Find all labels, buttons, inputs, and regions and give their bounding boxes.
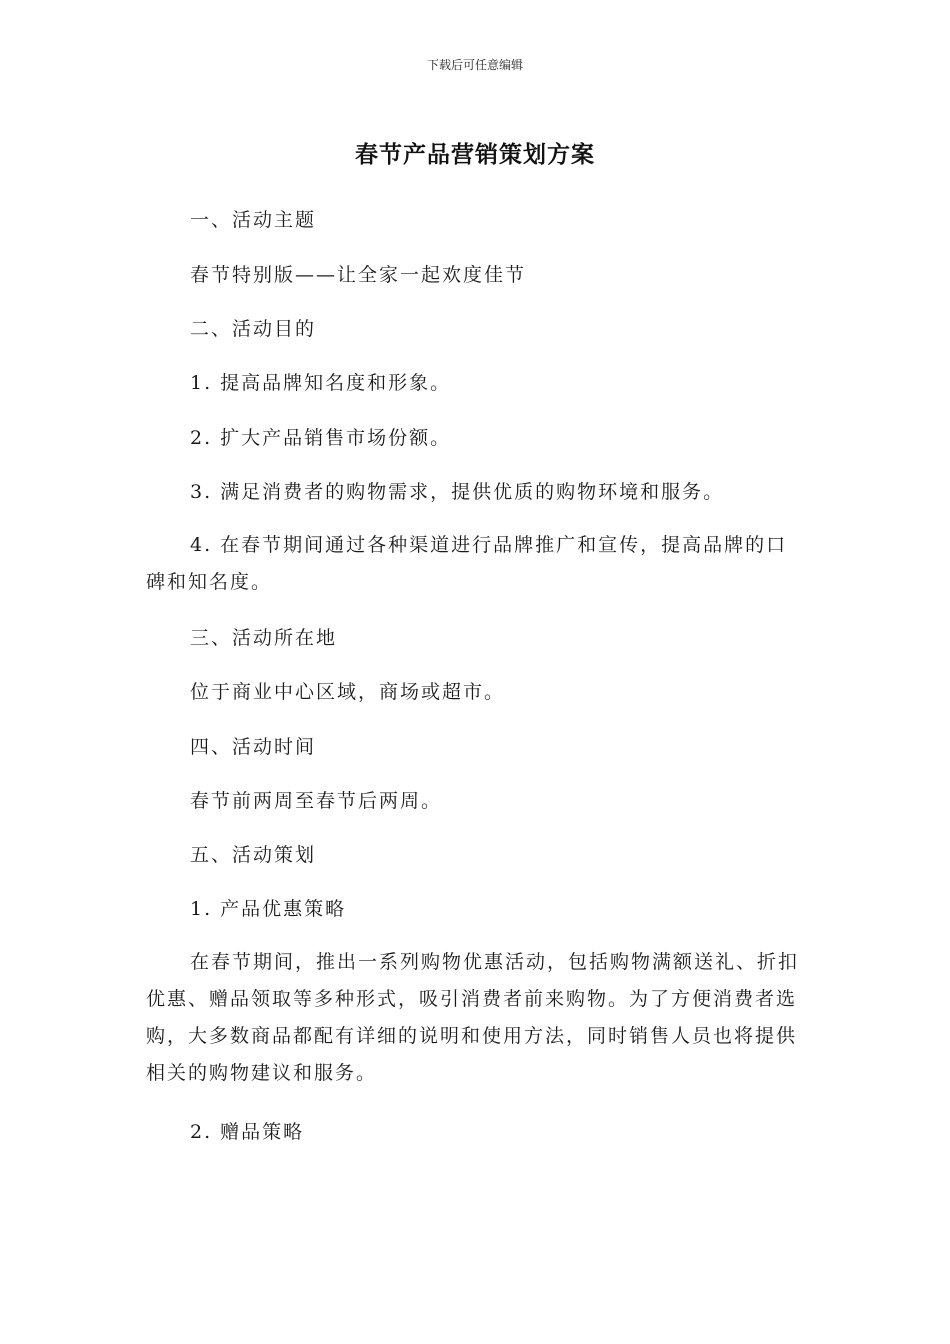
section-heading-theme: 一、活动主题	[190, 209, 317, 231]
location-text: 位于商业中心区域，商场或超市。	[190, 681, 506, 703]
plan-subheading-gift: 2. 赠品策略	[190, 1121, 305, 1143]
section-heading-purpose: 二、活动目的	[190, 318, 317, 340]
time-text: 春节前两周至春节后两周。	[190, 790, 443, 812]
section-heading-location: 三、活动所在地	[190, 627, 338, 649]
purpose-item-1: 1. 提高品牌知名度和形象。	[190, 372, 452, 394]
section-heading-plan: 五、活动策划	[190, 844, 317, 866]
theme-text: 春节特别版——让全家一起欢度佳节	[190, 264, 527, 286]
plan-subheading-discount: 1. 产品优惠策略	[190, 898, 347, 920]
purpose-item-3: 3. 满足消费者的购物需求，提供优质的购物环境和服务。	[190, 481, 725, 503]
header-note: 下载后可任意编辑	[426, 58, 523, 72]
purpose-item-2: 2. 扩大产品销售市场份额。	[190, 427, 452, 449]
purpose-item-4: 4. 在春节期间通过各种渠道进行品牌推广和宣传，提高品牌的口碑和知名度。	[146, 534, 788, 593]
document-title: 春节产品营销策划方案	[355, 142, 595, 168]
plan-discount-paragraph: 在春节期间，推出一系列购物优惠活动，包括购物满额送礼、折扣优惠、赠品领取等多种形式，吸引消费者前来购物。为了方便消费者选购，大多数商品都配有详细的说明和使用方法，同时销售人员也将提供相关的购物建议和服务。	[146, 951, 800, 1084]
section-heading-time: 四、活动时间	[190, 736, 317, 758]
